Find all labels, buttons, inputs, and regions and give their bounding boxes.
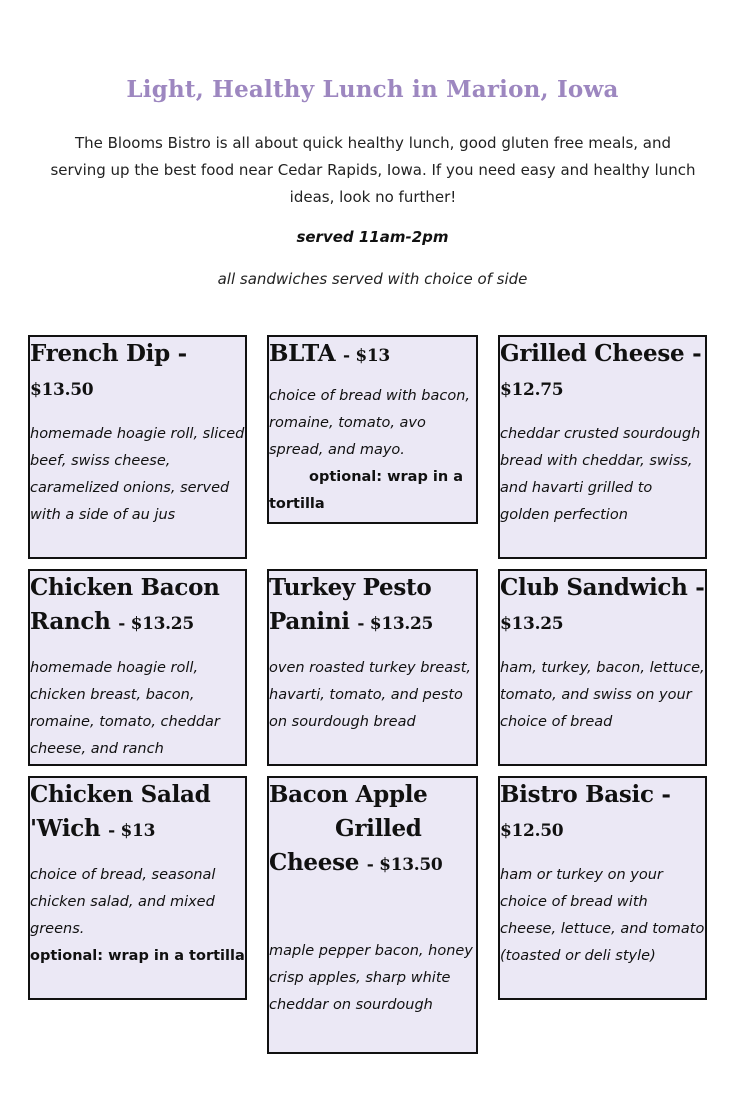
serving-hours: served 11am-2pm — [296, 228, 449, 246]
menu-item-turkey-pesto-panini — [267, 569, 478, 766]
menu-item-name: French Dip — [30, 340, 170, 367]
menu-item-name-cont2: Cheese — [269, 849, 360, 876]
menu-item-title: French Dip - $13.50 — [30, 340, 187, 400]
menu-item-price: $13 — [120, 821, 156, 841]
menu-item-optional: optional: wrap in a tortilla — [269, 469, 464, 512]
menu-item-description: ham, turkey, bacon, lettuce, tomato, and swiss on your choice of bread — [500, 660, 705, 730]
menu-item-description: homemade hoagie roll, chicken breast, bacon, romaine, tomato, cheddar cheese, and ranch — [30, 660, 220, 757]
menu-item-description: oven roasted turkey breast, havarti, tomato, and pesto on sourdough bread — [269, 660, 472, 730]
sides-note: all sandwiches served with choice of side — [217, 270, 528, 288]
intro-paragraph: The Blooms Bistro is all about quick healthy lunch, good gluten free meals, and serving up the best food near Cedar Rapids, Iowa. If you need easy and healthy lunch ideas, look no further! — [50, 134, 696, 206]
menu-item-price: $12.75 — [500, 380, 564, 400]
menu-item-french-dip — [28, 335, 247, 559]
menu-item-title: Chicken Bacon Ranch - $13.25 — [30, 574, 220, 635]
menu-item-description: choice of bread, seasonal chicken salad, and mixed greens. — [30, 867, 216, 937]
menu-item-price: $13 — [355, 346, 390, 366]
menu-item-name: Club Sandwich — [500, 574, 688, 601]
menu-item-name: BLTA — [269, 340, 336, 367]
menu-item-grilled-cheese — [498, 335, 707, 559]
menu-item-name-cont: Grilled — [335, 815, 422, 842]
menu-item-chicken-bacon-ranch — [28, 569, 247, 766]
menu-item-price: $13.50 — [30, 380, 94, 400]
menu-item-name: Grilled Cheese — [500, 340, 685, 367]
menu-item-price: $13.25 — [369, 614, 434, 634]
menu-item-name: Bistro Basic — [500, 781, 654, 808]
menu-item-price: $13.50 — [379, 855, 443, 875]
menu-item-name-cont: 'Wich — [30, 815, 101, 842]
menu-item-description: cheddar crusted sourdough bread with cheddar, swiss, and havarti grilled to golden perfection — [500, 426, 701, 523]
menu-item-name-cont: Panini — [269, 608, 350, 635]
menu-item-club-sandwich — [498, 569, 707, 766]
menu-item-optional: optional: wrap in a tortilla — [30, 948, 245, 964]
menu-item-chicken-salad-wich — [28, 776, 247, 1000]
menu-item-description: homemade hoagie roll, sliced beef, swiss cheese, caramelized onions, served with a side of au jus — [30, 426, 245, 523]
menu-item-title: Grilled Cheese - $12.75 — [500, 340, 702, 400]
menu-item-price: $12.50 — [500, 821, 564, 841]
menu-item-price: $13.25 — [130, 614, 194, 634]
menu-item-title: Club Sandwich - $13.25 — [500, 574, 705, 634]
menu-item-blta — [267, 335, 478, 524]
menu-item-name-cont: Ranch — [30, 608, 111, 635]
menu-item-title: Bacon Apple Grilled Cheese - $13.50 — [269, 781, 443, 876]
menu-item-name: Turkey Pesto — [269, 574, 432, 601]
menu-item-name: Bacon Apple — [269, 781, 428, 808]
menu-item-description: maple pepper bacon, honey crisp apples, sharp white cheddar on sourdough — [269, 943, 473, 1013]
menu-item-description: ham or turkey on your choice of bread with cheese, lettuce, and tomato (toasted or deli style) — [500, 867, 705, 964]
page-title: Light, Healthy Lunch in Marion, Iowa — [126, 76, 619, 103]
menu-item-title: Bistro Basic - $12.50 — [500, 781, 671, 841]
menu-item-price: $13.25 — [500, 614, 564, 634]
menu-item-title: Turkey Pesto Panini - $13.25 — [269, 574, 434, 635]
menu-item-title: Chicken Salad 'Wich - $13 — [30, 781, 211, 842]
menu-item-bistro-basic — [498, 776, 707, 1000]
menu-item-description: choice of bread with bacon, romaine, tomato, avo spread, and mayo. — [269, 388, 471, 458]
menu-item-title: BLTA - $13 — [269, 340, 390, 367]
menu-item-name: Chicken Bacon — [30, 574, 220, 601]
menu-item-name: Chicken Salad — [30, 781, 211, 808]
menu-item-bacon-apple-grilled-cheese — [267, 776, 478, 1054]
